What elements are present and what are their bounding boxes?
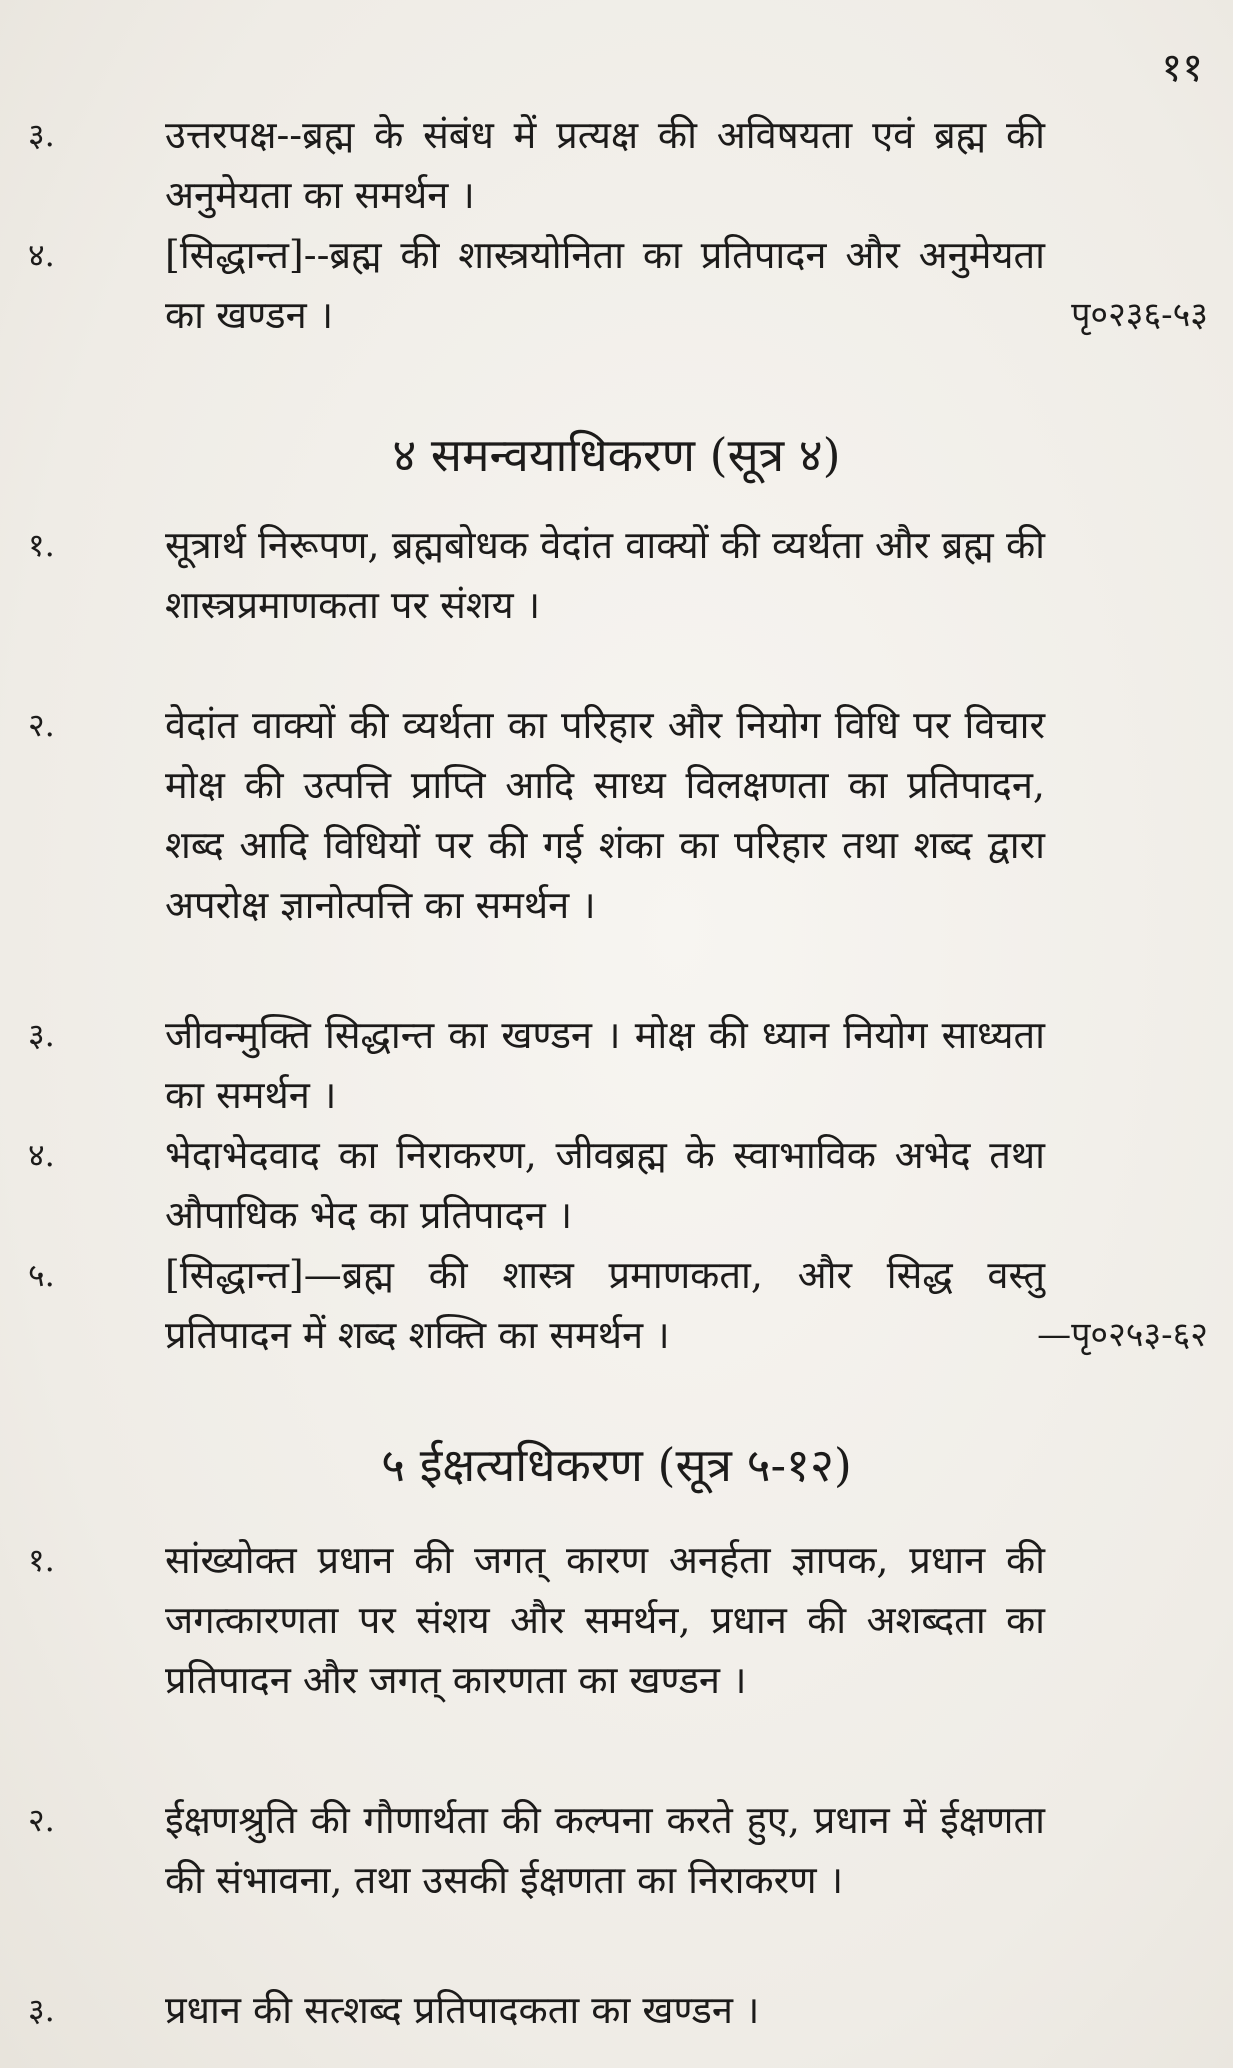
item-number: ३. bbox=[28, 116, 55, 154]
section-heading: ४ समन्वयाधिकरण (सूत्र ४) bbox=[392, 428, 841, 482]
item-text: ईक्षणश्रुति की गौणार्थता की कल्पना करते हुए, प्रधान में ईक्षणता की संभावना, तथा उसकी ईक्षणता का निराकरण । bbox=[165, 1798, 1045, 1902]
item-text: सूत्रार्थ निरूपण, ब्रह्मबोधक वेदांत वाक्यों की व्यर्थता और ब्रह्म की शास्त्रप्रमाणकता पर संशय । bbox=[165, 523, 1045, 627]
item-number: ५. bbox=[28, 1256, 55, 1294]
item-number: ३. bbox=[28, 1016, 55, 1054]
item-number: १. bbox=[28, 1541, 55, 1579]
item-text: प्रधान की सत्शब्द प्रतिपादकता का खण्डन । bbox=[165, 1988, 760, 2032]
item-text: जीवन्मुक्ति सिद्धान्त का खण्डन । मोक्ष की ध्यान नियोग साध्यता का समर्थन । bbox=[165, 1013, 1045, 1117]
item-number: १. bbox=[28, 526, 55, 564]
item-number: ४. bbox=[28, 236, 55, 274]
page-reference: —पृ०२५३-६२ bbox=[1037, 1315, 1208, 1355]
page-number: ११ bbox=[1161, 45, 1203, 91]
item-text: सांख्योक्त प्रधान की जगत् कारण अनर्हता ज्ञापक, प्रधान की जगत्कारणता पर संशय और समर्थन, प्रधान की अशब्दता का प्रतिपादन और जगत् कारणता का खण्डन । bbox=[165, 1538, 1045, 1702]
item-text: उत्तरपक्ष--ब्रह्म के संबंध में प्रत्यक्ष की अविषयता एवं ब्रह्म की अनुमेयता का समर्थन । bbox=[165, 113, 1045, 217]
item-number: ३. bbox=[28, 1991, 55, 2029]
section-heading: ५ ईक्षत्यधिकरण (सूत्र ५-१२) bbox=[381, 1438, 852, 1492]
item-number: २. bbox=[28, 706, 55, 744]
page-reference: पृ०२३६-५३ bbox=[1071, 295, 1208, 335]
item-text: [सिद्धान्त]--ब्रह्म की शास्त्रयोनिता का प्रतिपादन और अनुमेयता का खण्डन । bbox=[165, 233, 1045, 337]
item-text: भेदाभेदवाद का निराकरण, जीवब्रह्म के स्वाभाविक अभेद तथा औपाधिक भेद का प्रतिपादन । bbox=[165, 1133, 1045, 1237]
item-number: २. bbox=[28, 1801, 55, 1839]
item-text: वेदांत वाक्यों की व्यर्थता का परिहार और नियोग विधि पर विचार मोक्ष की उत्पत्ति प्राप्ति आदि साध्य विलक्षणता का प्रतिपादन, शब्द आदि विधियों पर की गई शंका का परिहार तथा शब्द द्वारा अपरोक्ष ज्ञानोत्पत्ति का समर्थन । bbox=[165, 703, 1045, 927]
item-number: ४. bbox=[28, 1136, 55, 1174]
item-text: [सिद्धान्त]—ब्रह्म की शास्त्र प्रमाणकता, और सिद्ध वस्तु प्रतिपादन में शब्द शक्ति का समर्थन । bbox=[165, 1253, 1045, 1357]
